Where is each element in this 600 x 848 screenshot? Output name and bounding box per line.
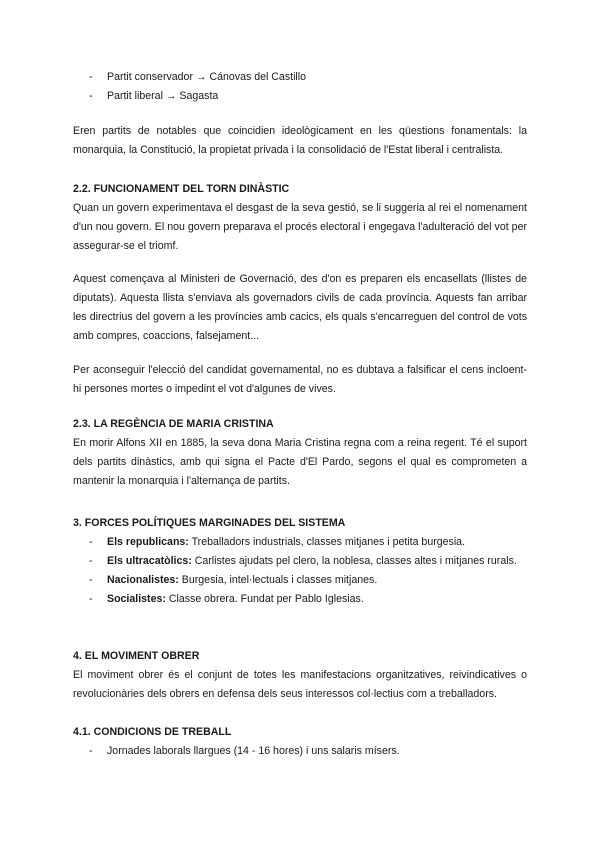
list-item [73,87,527,106]
list-item-label: Els republicans: [107,536,189,548]
list-item-text: Partit liberal → Sagasta [107,90,219,102]
list-item-label: Socialistes: [107,593,166,605]
list-item [73,571,527,590]
list-item-text: Jornades laborals llargues (14 - 16 hores) i uns salaris mísers. [107,745,400,757]
bullet-dash: - [89,574,93,586]
bullet-dash: - [89,71,93,83]
bullet-dash: - [89,745,93,757]
list-item [73,552,527,571]
bullet-dash: - [89,555,93,567]
list-item-text: Treballadors industrials, classes mitjanes i petita burgesia. [191,536,466,548]
list-item-label: Nacionalistes: [107,574,179,586]
list-item [73,742,527,761]
party-list [73,68,527,106]
list-item [73,533,527,552]
paragraph: Per aconseguir l'elecció del candidat governamental, no es dubtava a falsificar el cens incloent-hi persones mortes o impedint el vot d'algunes de vives. [73,364,527,395]
paragraph: Aquest començava al Ministeri de Governació, des d'on es preparen els encasellats (llistes de diputats). Aquesta llista s'enviava als governadors civils de cada província. Aquests fan arribar les directrius del govern a les províncies amb cacics, els quals s'encarreguen del control de vots amb compres, coaccions, falsejament... [73,273,527,342]
section-4 [73,647,527,704]
bullet-dash: - [89,536,93,548]
section-4-1 [73,723,527,761]
section-2-2-end [73,361,527,399]
section-heading: 3. FORCES POLÍTIQUES MARGINADES DEL SISTEMA [73,517,346,529]
list-item-text: Burgesia, intel·lectuals i classes mitjanes. [181,574,378,586]
paragraph: En morir Alfons XII en 1885, la seva dona Maria Cristina regna com a reina regent. Té el suport dels partits dinàstics, amb qui signa el Pacte d'El Pardo, segons el qual es comprometen a mantenir la monarquia i l'alternança de partits. [73,437,527,487]
section-2-2-continued [73,270,527,346]
notables-paragraph: Eren partits de notables que coincidien ideològicament en les qüestions fonamentals: la monarquia, la Constitució, la propietat privada i la consolidació de l'Estat liberal i centralista. [73,125,527,156]
section-2-3 [73,415,527,491]
list-item-label: Els ultracatòlics: [107,555,192,567]
notables-paragraph-block [73,122,527,160]
section-heading: 2.3. LA REGÈNCIA DE MARIA CRISTINA [73,418,274,430]
list-item-text: Partit conservador → Cánovas del Castillo [107,71,307,83]
section-3 [73,514,527,609]
section-heading: 2.2. FUNCIONAMENT DEL TORN DINÀSTIC [73,183,290,195]
paragraph: El moviment obrer és el conjunt de totes les manifestacions organitzatives, reivindicatives o revolucionàries dels obrers en defensa dels seus interessos col·lectius com a treballadors. [73,669,527,700]
section-heading: 4. EL MOVIMENT OBRER [73,650,200,662]
list-item [73,68,527,87]
section-2-2 [73,180,527,256]
bullet-dash: - [89,90,93,102]
list-item-text: Carlistes ajudats pel clero, la noblesa, classes altes i mitjanes rurals. [194,555,517,567]
list-item [73,590,527,609]
bullet-dash: - [89,593,93,605]
paragraph: Quan un govern experimentava el desgast de la seva gestió, se li suggeria al rei el nomenament d'un nou govern. El nou govern preparava el procés electoral i engegava l'adulteració del vot per assegurar-se el triomf. [73,202,527,252]
list-item-text: Classe obrera. Fundat per Pablo Iglesias. [168,593,364,605]
section-heading: 4.1. CONDICIONS DE TREBALL [73,726,232,738]
